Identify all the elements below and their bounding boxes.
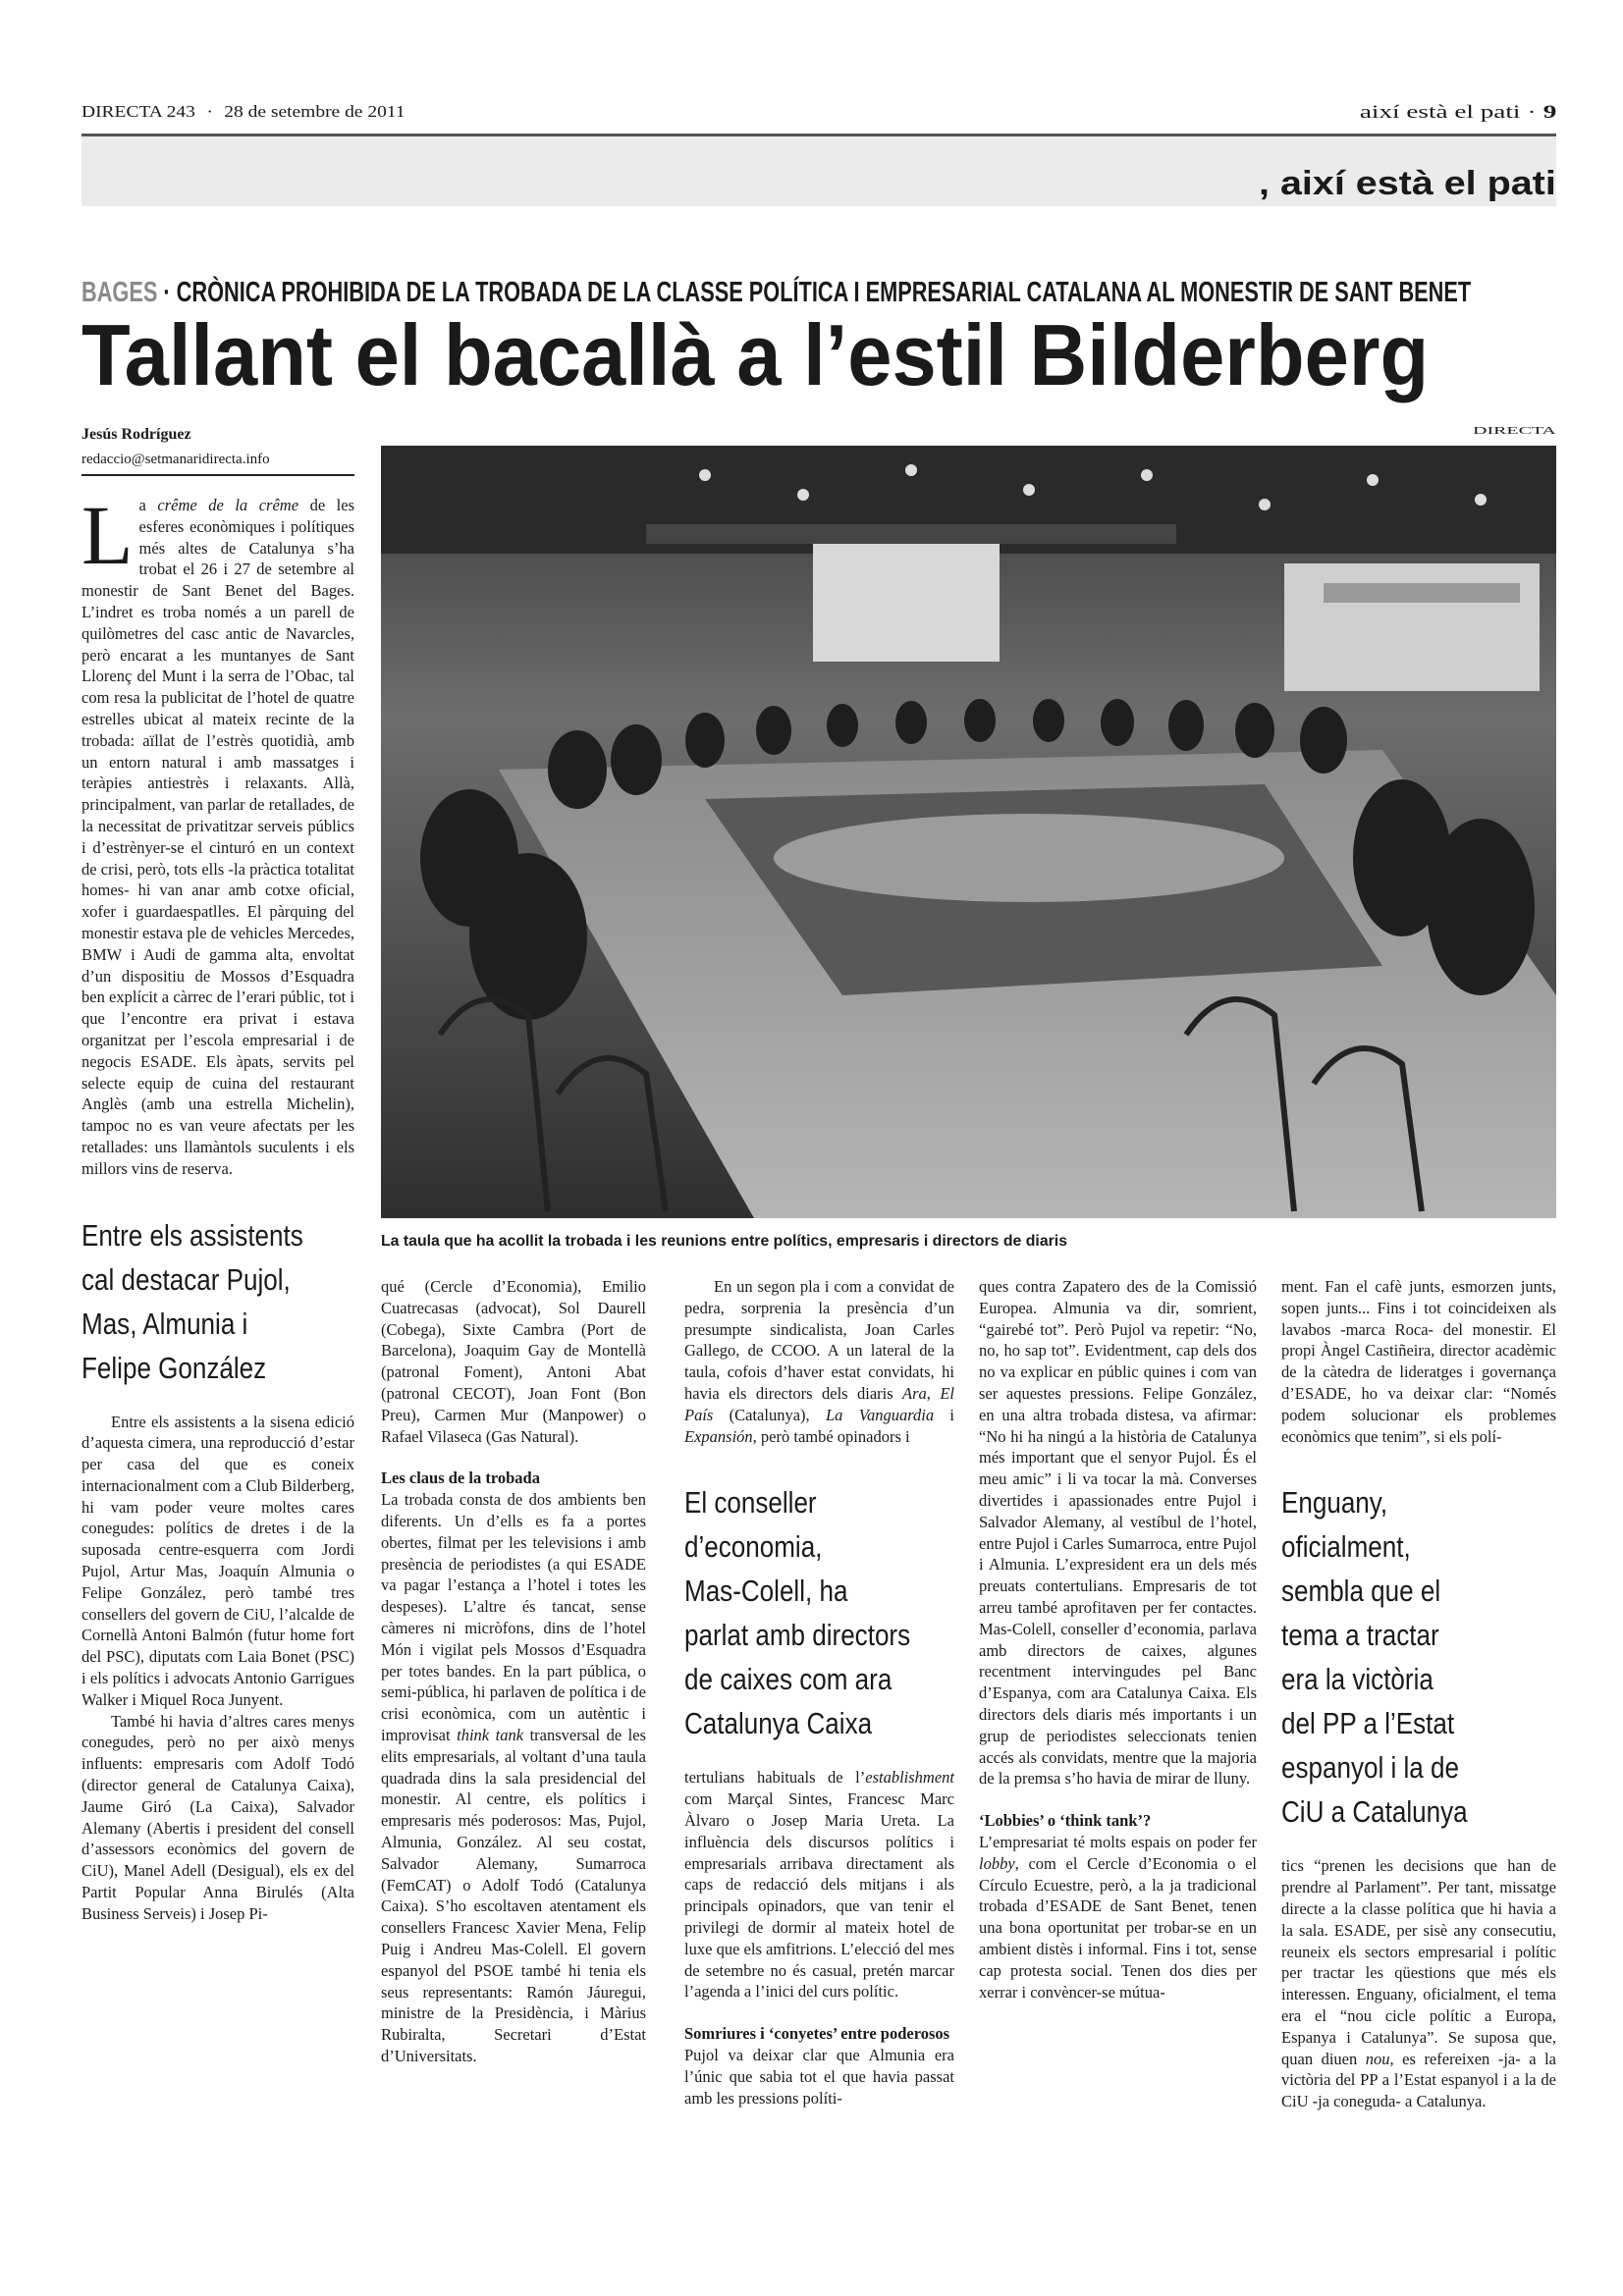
author-name: Jesús Rodríguez: [81, 426, 191, 443]
text-run: i: [934, 1405, 954, 1424]
section-band-title-text: , així està el pati: [1259, 165, 1556, 202]
text-run: (Catalunya),: [713, 1405, 826, 1424]
pull-quote-line: sembla que el: [1281, 1574, 1441, 1609]
text-run: tertulians habituals de l’: [684, 1768, 866, 1788]
italic-text-run: Expansión: [684, 1426, 753, 1446]
text-run: ment. Fan el cafè junts, esmorzen junts, sopen junts... Fins i tot coincideixen als lavabos -marca Roca- del monestir. El propi Àngel Castiñeira, director acadèmic de la càtedra de lideratges i governança d’ESADE, ho va deixar clar: “Només podem solucionar els problemes econòmics que tenim”, si els polí-: [1281, 1277, 1556, 1446]
text-run: L’empresariat té molts espais on poder fer: [979, 1832, 1257, 1851]
photo-credit-text: DIRECTA: [1473, 425, 1556, 437]
author-email[interactable]: redaccio@setmanaridirecta.info: [81, 452, 270, 467]
page-number: 9: [1542, 102, 1556, 123]
issue-date: 28 de setembre de 2011: [224, 102, 406, 121]
separator-dot: ·: [206, 102, 213, 121]
text-run: tics “prenen les decisions que han de prendre al Parlament”. Per tant, missatge directe a la classe política que hi havia a la sala. ESADE, per sisè any consecutiu, reuneix els sectors empresarial i polític per tractar les qüestions que més els interessen. Enguany, oficialment, el tema era el “nou cicle polític a Europa, Espanya i Catalunya”. Se suposa que, quan diuen: [1281, 1856, 1556, 2068]
italic-text-run: crême de la crême: [157, 496, 299, 514]
kicker-text: CRÒNICA PROHIBIDA DE LA TROBADA DE LA CLASSE POLÍTICA I EMPRESARIAL CATALANA AL MONESTIR DE SANT BENET: [176, 277, 1472, 308]
pull-quote-line: tema a tractar: [1281, 1618, 1439, 1653]
text-run: En un segon pla i com a convidat de pedra, sorprenia la presència d’un presumpte sindicalista, Joan Carles Gallego, de CCOO. A un lateral de la taula, cofois d’haver estat convidats, hi havia els directors dels diaris: [684, 1277, 954, 1403]
body-paragraph: [684, 1767, 954, 2002]
text-run: , es refereixen -ja- a la victòria del PP a l’Estat espanyol i a la de CiU -ja coneguda- a Catalunya.: [1281, 2049, 1556, 2111]
pull-quote-line: Entre els assistents: [81, 1217, 303, 1253]
italic-text-run: lobby: [979, 1853, 1015, 1873]
body-paragraph: [381, 1276, 646, 1447]
pull-quote-line: CiU a Catalunya: [1281, 1794, 1468, 1830]
conference-room-image: [381, 446, 1556, 1218]
body-paragraph: [684, 1276, 954, 1447]
article-column-4: [979, 1276, 1257, 2002]
section-band-title: [1259, 165, 1556, 203]
text-run: Pujol va deixar clar que Almunia era l’únic que sabia tot el que havia passat amb les pressions políti-: [684, 2045, 954, 2108]
pull-quote-line: parlat amb directors: [684, 1618, 911, 1653]
text-run: qué (Cercle d’Economia), Emilio Cuatrecasas (advocat), Sol Daurell (Cobega), Sixte Cambra (Port de Barcelona), Joaquim Gay de Montellà (patronal Foment), Antoni Abat (patronal CECOT), Joan Font (Bon Preu), Carmen Mur (Manpower) o Rafael Vilaseca (Gas Natural).: [381, 1277, 646, 1446]
photo-credit: [1473, 425, 1556, 437]
pull-quote-line: Catalunya Caixa: [684, 1706, 873, 1741]
pull-quote: [81, 1213, 354, 1390]
section-subheading: Somriures i ‘conyetes’ entre poderosos: [684, 2024, 950, 2044]
text-run: També hi havia d’altres cares menys conegudes, però no per això menys influents: empresaris com Adolf Todó (director general de Catalunya Caixa), Jaume Giró (La Caixa), Salvador Alemany (Abertis i president del consell d’assessors econòmics del govern de CiU), Manel Adell (Desigual), els ex del Partit Popular Anna Birulés (Alta Business Serveis) i Josep Pi-: [81, 1711, 354, 1923]
section-subheading: Les claus de la trobada: [381, 1468, 540, 1488]
pull-quote-line: espanyol i la de: [1281, 1750, 1459, 1786]
article-column-1: [81, 488, 354, 1925]
text-run: com Marçal Sintes, Francesc Marc Àlvaro o Josep Maria Ureta. La influència dels discursos polítics i empresarials arribava directament als caps de redacció dels mitjans i als principals opinadors, que van tenir el privilegi de dormir al mateix hotel de luxe que els amfitrions. L’elecció del mes de setembre no és casual, pretén marcar l’agenda a l’inici del curs polític.: [684, 1789, 954, 2002]
pull-quote-line: d’economia,: [684, 1529, 823, 1565]
pull-quote-line: era la victòria: [1281, 1662, 1434, 1697]
italic-text-run: think tank: [457, 1725, 524, 1744]
italic-text-run: Ara: [902, 1383, 927, 1403]
kicker-section: BAGES: [81, 277, 158, 308]
italic-text-run: El País: [684, 1383, 954, 1424]
body-paragraph: [684, 2045, 954, 2109]
header-section: [1360, 102, 1556, 124]
pull-quote-line: del PP a l’Estat: [1281, 1706, 1455, 1741]
text-run: a: [138, 496, 158, 514]
pull-quote: [1281, 1480, 1556, 1834]
drop-cap: L: [81, 488, 134, 582]
headline-text: Tallant el bacallà a l’estil Bilderberg: [81, 306, 1430, 403]
text-run: ques contra Zapatero des de la Comissió Europea. Almunia va dir, somrient, “gairebé tot”. Però Pujol va repetir: “No, no, ho sap tot”. Evidentment, cap dels dos no va explicar en públic quines i com van ser aquestes pressions. Felipe González, en una altra trobada distesa, va afirmar: “No hi ha ningú a la història de Catalunya més important que el senyor Pujol. És el meu amic” i li va tocar la mà. Converses divertides i apassionades entre Pujol i Salvador Alemany, al vestíbul de l’hotel, entre Pujol i Carles Sumarroca, entre Pujol i Almunia. L’expresident era un dels més preuats contertulians. Empresaris de tot arreu també aprofitaven per fer contactes. Mas-Colell, conseller d’economia, parlava amb directors de caixes, algunes recentment intervingudes pel Banc d’Espanya, com ara Catalunya Caixa. Els directors dels diaris més importants i un grup de periodistes seleccionats tenien accés als convidats, mentre que la majoria de la premsa s’ho havia de mirar de lluny.: [979, 1277, 1257, 1789]
publication-issue: DIRECTA 243: [81, 102, 195, 121]
section-subheading: ‘Lobbies’ o ‘think tank’?: [979, 1811, 1152, 1831]
body-paragraph: [979, 1832, 1257, 2002]
article-column-5: [1281, 1276, 1556, 2112]
body-paragraph: [381, 1489, 646, 2067]
body-paragraph: [81, 488, 354, 1180]
text-run: ,: [926, 1383, 941, 1403]
italic-text-run: establishment: [865, 1768, 954, 1788]
pull-quote-line: Felipe González: [81, 1350, 267, 1385]
text-run: de les esferes econòmiques i polítiques més altes de Catalunya s’ha trobat el 26 i 27 de setembre al monestir de Sant Benet del Bages. L’indret es troba només a un parell de quilòmetres del casc antic de Navarcles, però encarat a les muntanyes de Sant Llorenç del Munt i la serra de l’Obac, tal com resa la publicitat de l’hotel de quatre estrelles ubicat al mateix recinte de la trobada: aïllat de l’estrès quotidià, amb un entorn natural i amb massatges i teràpies antiestrès i relaxants. Allà, principalment, van parlar de retallades, de la necessitat de privatitzar serveis públics i d’estrènyer-se el cinturó en un context de crisi, però, tots ells -la pràctica totalitat homes- hi van anar amb cotxe oficial, xofer i guardaespatlles. El pàrquing del monestir estava ple de vehicles Mercedes, BMW i Audi de gamma alta, envoltat d’un dispositiu de Mossos d’Esquadra ben explícit a càrrec de l’erari públic, tot i que l’encontre era privat i estava organitzat per l’escola empresarial i de negocis ESADE. Els àpats, servits pel selecte equip de cuina del restaurant Anglès (amb una estrella Michelin), tampoc no es van veure afectats per les retallades: uns llamàntols suculents i els millors vins de reserva.: [81, 496, 354, 1178]
section-name: així està el pati: [1359, 102, 1521, 123]
body-paragraph: [81, 1412, 354, 1711]
text-run: La trobada consta de dos ambients ben diferents. Un d’ells es fa a portes obertes, filmat per les televisions i amb presència de periodistes (a qui ESADE va pagar l’estança a l’hotel i totes les despeses). L’altre és tancat, sense càmeres ni micròfons, dins de l’hotel Món i vigilat pels Mossos d’Esquadra per totes bandes. En la part pública, o semi-pública, hi parlaven de política i de crisi econòmica, com un autèntic i improvisat: [381, 1490, 646, 1744]
conference-photo: [381, 446, 1556, 1218]
article-column-2: [381, 1276, 646, 2067]
italic-text-run: La Vanguardia: [825, 1405, 935, 1424]
text-run: , però també opinadors i: [752, 1426, 910, 1446]
pull-quote: [684, 1480, 954, 1745]
pull-quote-line: Enguany,: [1281, 1485, 1388, 1521]
body-paragraph: [1281, 1276, 1556, 1447]
pull-quote-line: El conseller: [684, 1485, 817, 1521]
kicker-separator: ·: [157, 277, 177, 308]
article-column-3: [684, 1276, 954, 2109]
pull-quote-line: cal destacar Pujol,: [81, 1261, 291, 1297]
header-issue-date: [81, 102, 406, 122]
pull-quote-line: de caixes com ara: [684, 1662, 893, 1697]
photo-caption-text: La taula que ha acollit la trobada i les reunions entre polítics, empresaris i directors de diaris: [381, 1233, 1067, 1250]
body-paragraph: [979, 1276, 1257, 1789]
separator-dot: ·: [1527, 102, 1537, 123]
italic-text-run: nou: [1365, 2049, 1390, 2068]
text-run: Entre els assistents a la sisena edició d’aquesta cimera, una reproducció d’estar per casa del que es coneix internacionalment com a Club Bilderberg, hi vam poder veure moltes cares conegudes: polítics de dretes i de la suposada centre-esquerra com Jordi Pujol, Artur Mas, Joaquín Almunia o Felipe González, però també tres consellers del govern de CiU, l’alcalde de Cornellà Antoni Balmón (futur home fort del PSC), diputats com Laia Bonet (PSC) i els polítics i advocats Antonio Garrigues Walker i Miquel Roca Junyent.: [81, 1412, 354, 1709]
body-paragraph: [81, 1711, 354, 1925]
photo-caption: [381, 1233, 1067, 1251]
text-run: , com el Cercle d’Economia o el Círculo Ecuestre, però, a la ja tradicional trobada d’ESADE de Sant Benet, tenen una bona oportunitat per trobar-se en un ambient distès i informal. Fins i tot, sense cap protesta social. Tenen dos dies per xerrar i convèncer-se mútua-: [979, 1853, 1257, 2002]
body-paragraph: [1281, 1855, 1556, 2112]
pull-quote-line: oficialment,: [1281, 1529, 1411, 1565]
pull-quote-line: Mas, Almunia i: [81, 1306, 248, 1341]
text-run: transversal de les elits empresarials, al voltant d’una taula quadrada dins la sala presidencial del monestir. Al centre, els polítics i empresaris més poderosos: Mas, Pujol, Almunia, González. Al seu costat, Salvador Alemany, Sumarroca (FemCAT) o Adolf Todó (Catalunya Caixa). S’ho escoltaven atentament els consellers Francesc Xavier Mena, Felip Puig i Andreu Mas-Colell. El govern espanyol del PSOE també hi tenia els seus representants: Ramón Jáuregui, ministre de la Presidència, i Màrius Rubiralta, Secretari d’Estat d’Universitats.: [381, 1725, 647, 2065]
pull-quote-line: Mas-Colell, ha: [684, 1574, 848, 1609]
byline-rule: [81, 474, 354, 476]
article-headline: [81, 306, 1430, 403]
article-kicker: [81, 277, 1471, 309]
